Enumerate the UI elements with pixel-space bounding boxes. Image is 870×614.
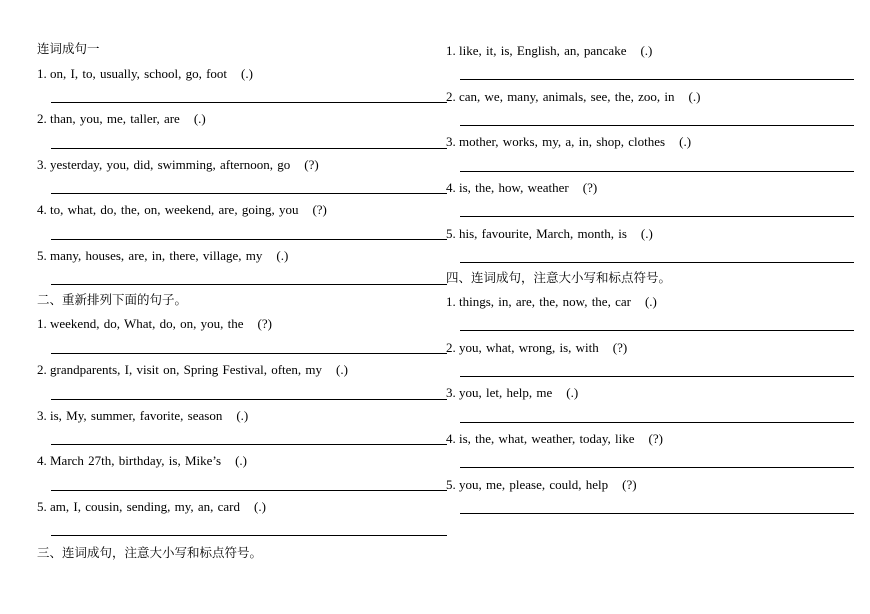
item-number: 5.: [37, 499, 47, 514]
exercise-item: [37, 111, 206, 127]
item-number: 2.: [446, 89, 456, 104]
answer-line[interactable]: [460, 376, 854, 377]
punctuation-hint: (.): [276, 248, 289, 263]
answer-line[interactable]: [51, 490, 447, 491]
punctuation-hint: (.): [236, 408, 249, 423]
word-list: am, I, cousin, sending, my, an, card: [50, 499, 240, 514]
answer-line[interactable]: [51, 353, 447, 354]
item-number: 1.: [37, 316, 47, 331]
word-list: you, let, help, me: [459, 385, 553, 400]
punctuation-hint: (.): [193, 111, 206, 126]
word-list: yesterday, you, did, swimming, afternoon, go: [50, 157, 291, 172]
section2-title: 二、重新排列下面的句子。: [37, 292, 188, 307]
exercise-item: [37, 66, 253, 82]
punctuation-hint: (.): [644, 294, 657, 309]
exercise-item: [446, 340, 627, 356]
answer-line[interactable]: [51, 284, 447, 285]
item-number: 1.: [446, 294, 456, 309]
punctuation-hint: (?): [612, 340, 628, 355]
answer-line[interactable]: [51, 399, 447, 400]
word-list: March 27th, birthday, is, Mike’s: [50, 453, 222, 468]
section1-title: 连词成句一: [37, 41, 100, 56]
exercise-item: [446, 294, 657, 310]
answer-line[interactable]: [460, 467, 854, 468]
word-list: many, houses, are, in, there, village, my: [50, 248, 263, 263]
item-number: 2.: [37, 362, 47, 377]
word-list: weekend, do, What, do, on, you, the: [50, 316, 244, 331]
item-number: 5.: [446, 226, 456, 241]
answer-line[interactable]: [460, 330, 854, 331]
word-list: mother, works, my, a, in, shop, clothes: [459, 134, 666, 149]
exercise-item: [37, 202, 327, 218]
item-number: 4.: [37, 453, 47, 468]
item-number: 2.: [37, 111, 47, 126]
item-number: 3.: [37, 157, 47, 172]
punctuation-hint: (.): [679, 134, 692, 149]
section3-title: 三、连词成句，注意大小写和标点符号。: [37, 545, 263, 560]
item-number: 2.: [446, 340, 456, 355]
punctuation-hint: (.): [254, 499, 266, 514]
item-number: 3.: [446, 385, 456, 400]
word-list: than, you, me, taller, are: [50, 111, 180, 126]
punctuation-hint: (?): [304, 157, 319, 172]
exercise-item: [37, 248, 288, 264]
item-number: 4.: [37, 202, 47, 217]
answer-line[interactable]: [460, 422, 854, 423]
word-list: on, I, to, usually, school, go, foot: [50, 66, 228, 81]
exercise-item: [446, 180, 597, 196]
section4-title: 四、连词成句，注意大小写和标点符号。: [446, 270, 672, 285]
word-list: you, me, please, could, help: [459, 477, 609, 492]
item-number: 3.: [446, 134, 456, 149]
exercise-item: [37, 408, 248, 424]
answer-line[interactable]: [51, 535, 447, 536]
punctuation-hint: (?): [582, 180, 598, 195]
answer-line[interactable]: [51, 102, 447, 103]
item-number: 5.: [37, 248, 47, 263]
exercise-item: [446, 43, 652, 59]
word-list: grandparents, I, visit on, Spring Festival, often, my: [50, 362, 323, 377]
punctuation-hint: (?): [257, 316, 272, 331]
exercise-item: [37, 316, 272, 332]
word-list: is, the, what, weather, today, like: [459, 431, 635, 446]
item-number: 4.: [446, 180, 456, 195]
answer-line[interactable]: [51, 148, 447, 149]
word-list: is, the, how, weather: [459, 180, 569, 195]
exercise-item: [37, 157, 319, 173]
item-number: 1.: [37, 66, 47, 81]
exercise-item: [446, 226, 653, 242]
exercise-item: [446, 477, 637, 493]
item-number: 4.: [446, 431, 456, 446]
punctuation-hint: (.): [566, 385, 579, 400]
item-number: 3.: [37, 408, 47, 423]
punctuation-hint: (.): [640, 226, 653, 241]
punctuation-hint: (.): [235, 453, 247, 468]
answer-line[interactable]: [460, 262, 854, 263]
punctuation-hint: (?): [312, 202, 327, 217]
answer-line[interactable]: [51, 444, 447, 445]
word-list: can, we, many, animals, see, the, zoo, in: [459, 89, 675, 104]
word-list: like, it, is, English, an, pancake: [459, 43, 627, 58]
word-list: his, favourite, March, month, is: [459, 226, 627, 241]
punctuation-hint: (.): [688, 89, 701, 104]
exercise-item: [446, 134, 691, 150]
punctuation-hint: (.): [640, 43, 653, 58]
item-number: 1.: [446, 43, 456, 58]
punctuation-hint: (?): [622, 477, 637, 492]
answer-line[interactable]: [51, 239, 447, 240]
answer-line[interactable]: [460, 171, 854, 172]
punctuation-hint: (?): [648, 431, 663, 446]
word-list: things, in, are, the, now, the, car: [459, 294, 631, 309]
exercise-item: [446, 89, 700, 105]
exercise-item: [37, 453, 247, 469]
answer-line[interactable]: [460, 216, 854, 217]
answer-line[interactable]: [460, 79, 854, 80]
exercise-item: [37, 362, 348, 378]
exercise-item: [37, 499, 266, 515]
answer-line[interactable]: [51, 193, 447, 194]
answer-line[interactable]: [460, 125, 854, 126]
exercise-item: [446, 431, 663, 447]
word-list: to, what, do, the, on, weekend, are, going, you: [50, 202, 299, 217]
exercise-item: [446, 385, 578, 401]
punctuation-hint: (.): [336, 362, 348, 377]
answer-line[interactable]: [460, 513, 854, 514]
punctuation-hint: (.): [241, 66, 253, 81]
word-list: is, My, summer, favorite, season: [50, 408, 223, 423]
word-list: you, what, wrong, is, with: [459, 340, 599, 355]
item-number: 5.: [446, 477, 456, 492]
